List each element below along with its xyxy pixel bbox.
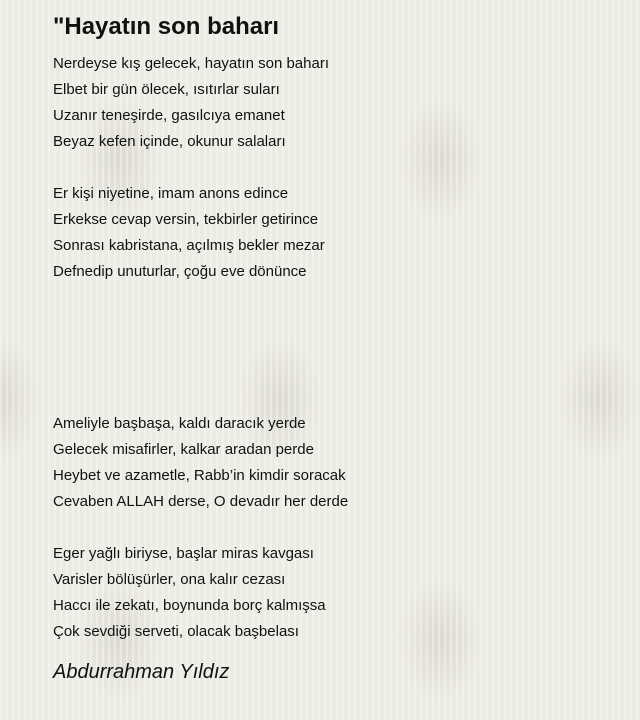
poem-line: Varisler bölüşürler, ona kalır cezası <box>53 571 286 588</box>
poem-line: Haccı ile zekatı, boynunda borç kalmışsa <box>53 597 326 614</box>
poem-line: Beyaz kefen içinde, okunur salaları <box>53 133 286 150</box>
poem-line: Eger yağlı biriyse, başlar miras kavgası <box>53 545 314 562</box>
poem-line: Sonrası kabristana, açılmış bekler mezar <box>53 237 325 254</box>
poem-title: "Hayatın son baharı <box>53 13 280 40</box>
stanza-1 <box>53 51 329 155</box>
poem-line: Gelecek misafirler, kalkar aradan perde <box>53 441 314 458</box>
poem-line: Ameliyle başbaşa, kaldı daracık yerde <box>53 415 306 432</box>
stanza-2 <box>53 181 325 285</box>
poem-author: Abdurrahman Yıldız <box>53 661 230 683</box>
poem-line: Çok sevdiği serveti, olacak başbelası <box>53 623 299 640</box>
poem-line: Uzanır teneşirde, gasılcıya emanet <box>53 107 285 124</box>
poem-line: Elbet bir gün ölecek, ısıtırlar suları <box>53 81 280 98</box>
poem-line: Heybet ve azametle, Rabb’in kimdir soracak <box>53 467 346 484</box>
poem-line: Cevaben ALLAH derse, O devadır her derde <box>53 493 349 510</box>
poem-line: Defnedip unuturlar, çoğu eve dönünce <box>53 263 307 280</box>
stanza-4 <box>53 541 326 645</box>
poem-line: Erkekse cevap versin, tekbirler getirince <box>53 211 319 228</box>
stanza-3 <box>53 411 348 515</box>
poem-line: Nerdeyse kış gelecek, hayatın son baharı <box>53 55 329 72</box>
poem-line: Er kişi niyetine, imam anons edince <box>53 185 289 202</box>
